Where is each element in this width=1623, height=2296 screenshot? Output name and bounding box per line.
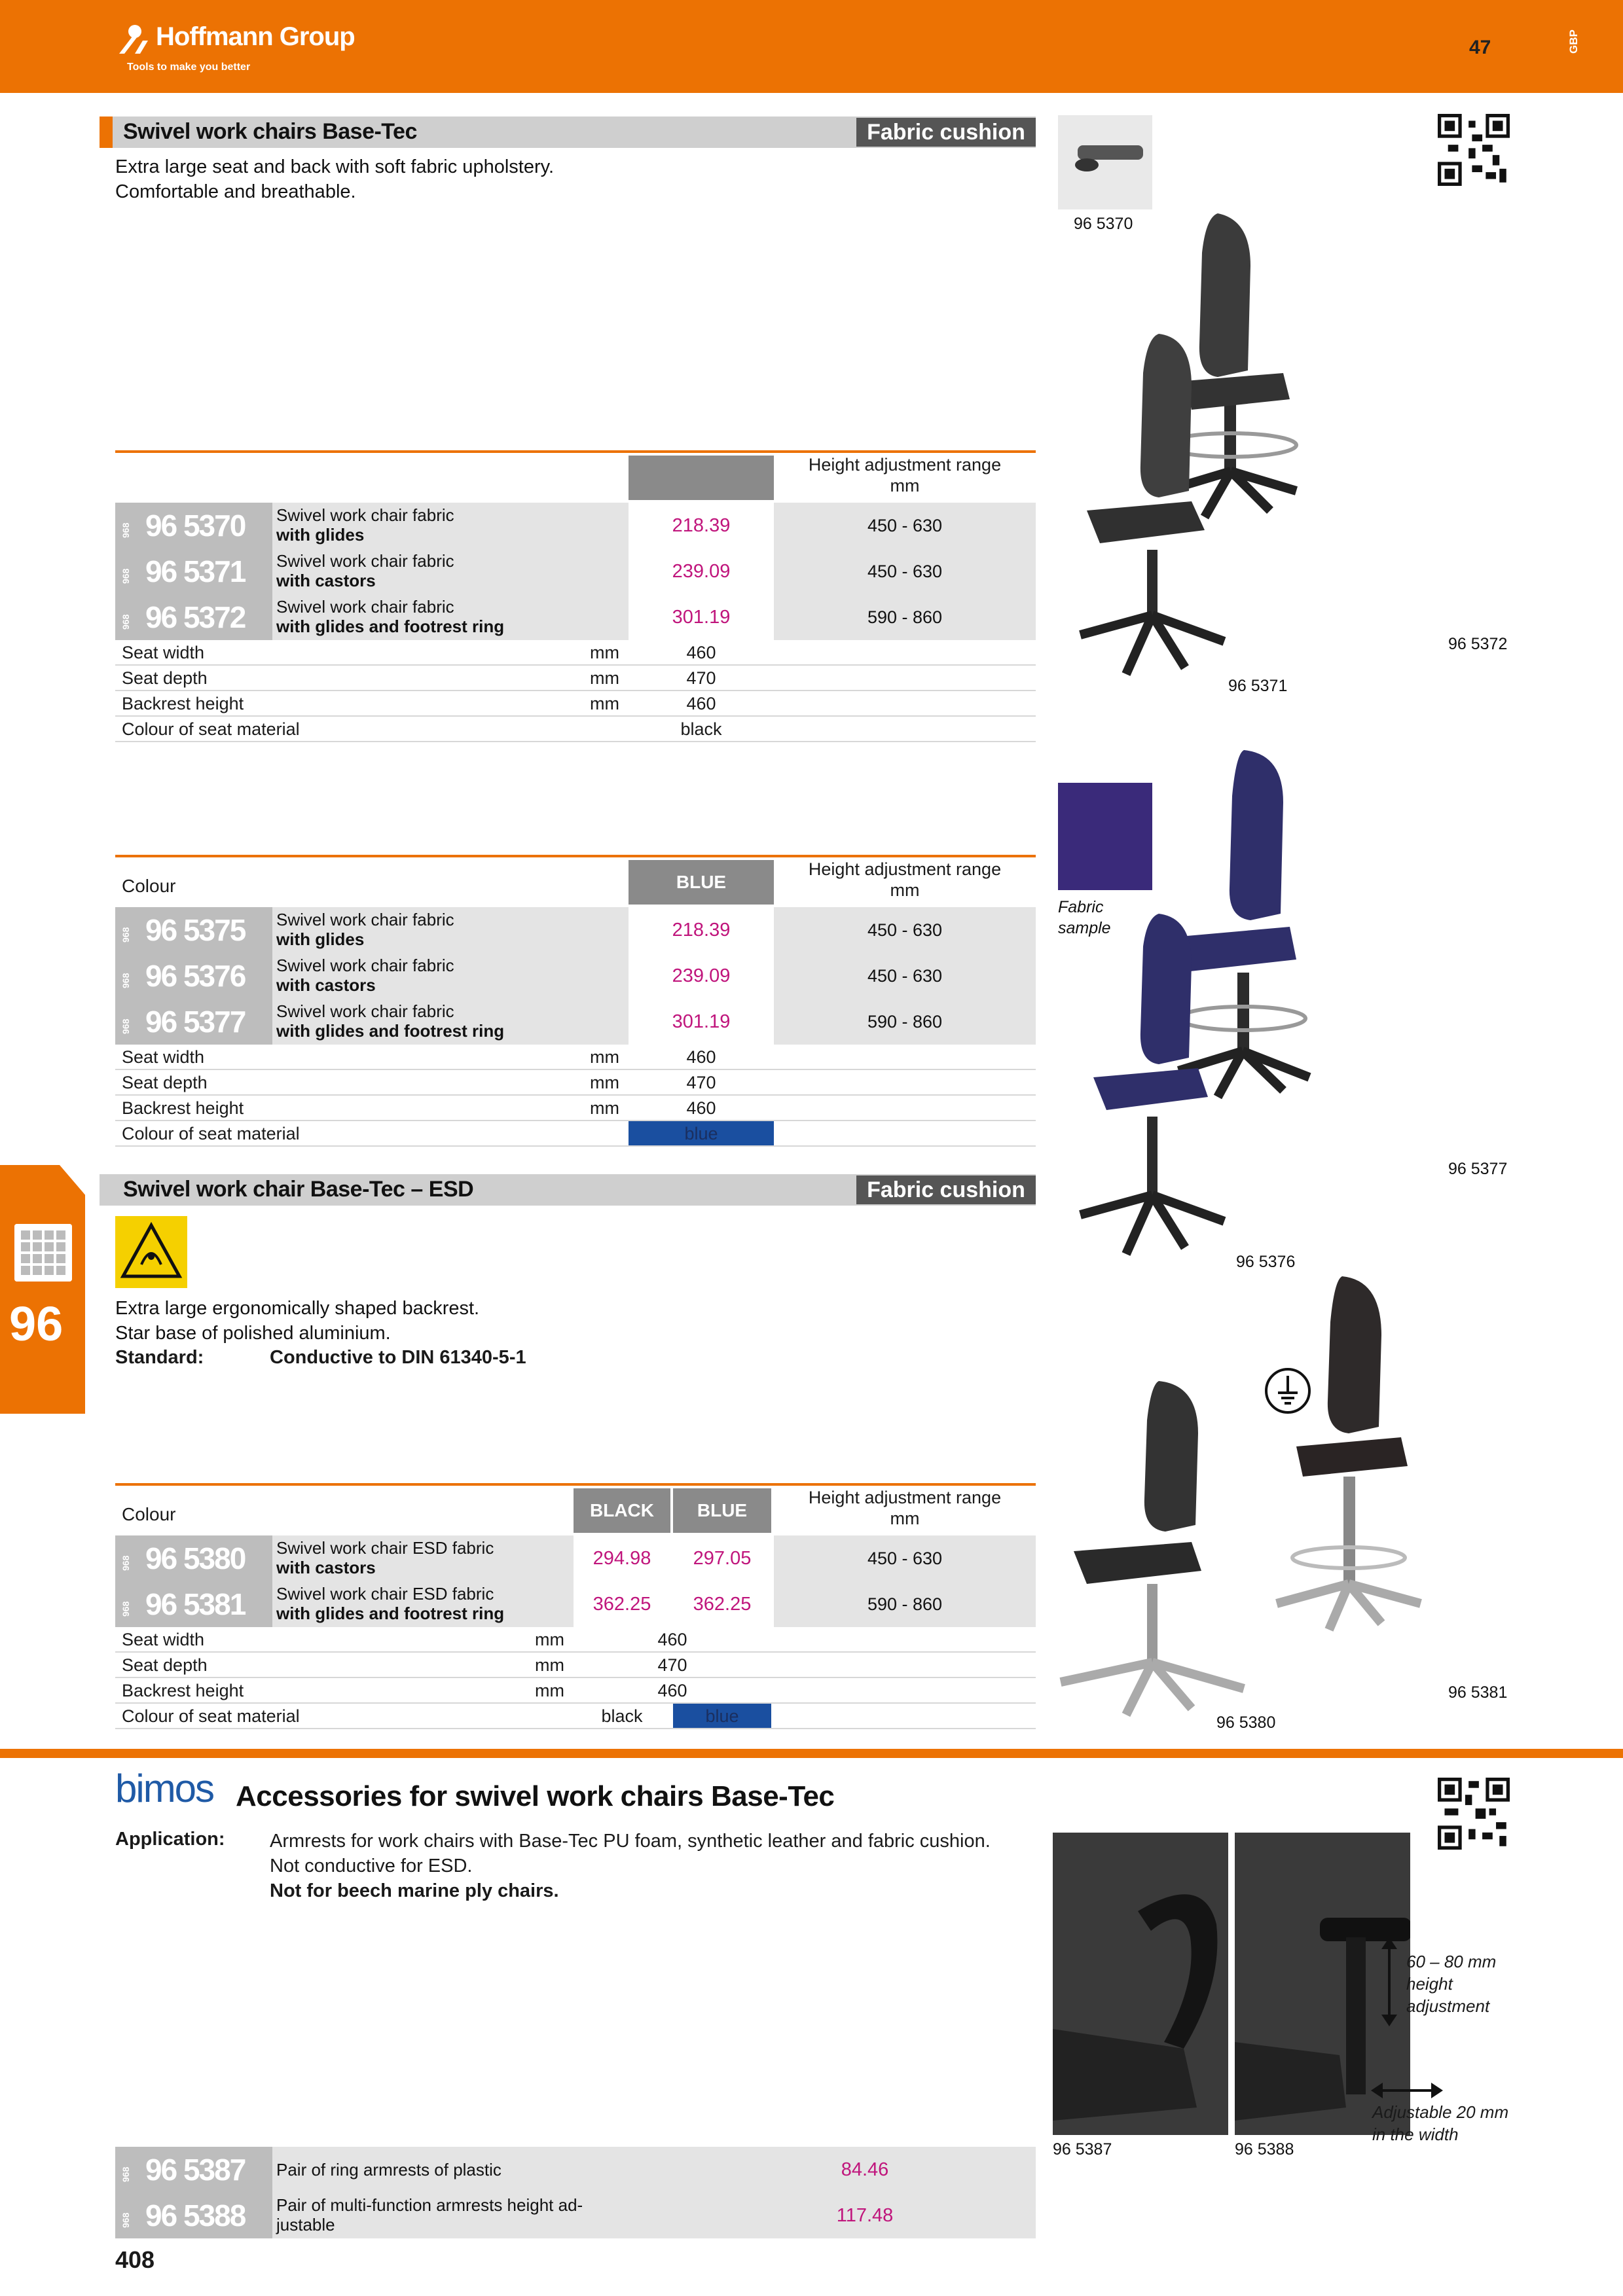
colour-label: Colour xyxy=(122,1504,176,1524)
spec-value: black xyxy=(680,719,722,739)
price: 239.09 xyxy=(629,548,774,594)
name-line: Swivel work chair fabric xyxy=(276,551,454,571)
name-variant: with glides and footrest ring xyxy=(276,1021,505,1041)
caption: 96 5387 xyxy=(1053,2140,1112,2159)
table-row[interactable] xyxy=(115,503,1036,548)
caption: 96 5381 xyxy=(1448,1683,1508,1702)
height-range: 450 - 630 xyxy=(774,548,1036,594)
page-number-bottom: 408 xyxy=(115,2246,155,2273)
name-line: Swivel work chair fabric xyxy=(276,597,454,617)
article-cell xyxy=(115,2147,272,2193)
spec-value: 470 xyxy=(686,668,716,688)
spec-label: Colour of seat material xyxy=(122,1706,300,1726)
article-number: 96 5381 xyxy=(145,1587,246,1621)
article-cell xyxy=(115,548,272,594)
name-line: Swivel work chair fabric xyxy=(276,505,454,525)
chair-black-images xyxy=(1074,209,1375,694)
spec-row xyxy=(115,1070,1036,1096)
spec-value: 460 xyxy=(686,1047,716,1067)
range-header xyxy=(774,454,1036,496)
application-line: Not conductive for ESD. xyxy=(270,1856,473,1876)
name-variant: with castors xyxy=(276,1558,376,1577)
spec-unit: mm xyxy=(590,1047,619,1067)
colour-chip-blue: BLUE xyxy=(673,1488,771,1533)
article-number: 96 5376 xyxy=(145,959,246,993)
section-divider xyxy=(0,1749,1623,1758)
table-row[interactable] xyxy=(115,1581,1036,1627)
spec-value: 470 xyxy=(657,1655,687,1675)
spec-row xyxy=(115,1704,1036,1729)
ring-armrest-image xyxy=(1053,1833,1228,2135)
product-name xyxy=(276,1001,630,1041)
spec-unit: mm xyxy=(590,1098,619,1118)
name-line: justable xyxy=(276,2215,335,2234)
article-number: 96 5372 xyxy=(145,600,246,634)
spec-unit: mm xyxy=(535,1655,564,1675)
width-note xyxy=(1372,2101,1508,2145)
range-header-text: Height adjustment range xyxy=(808,1488,1002,1507)
application-text xyxy=(270,1829,991,1903)
section-tag: Fabric cushion xyxy=(856,1175,1036,1204)
spec-row xyxy=(115,1627,1036,1653)
spec-value-black: black xyxy=(601,1706,643,1726)
article-number: 96 5371 xyxy=(145,554,246,588)
article-cell xyxy=(115,594,272,640)
article-number: 96 5387 xyxy=(145,2153,246,2187)
range-header-text: Height adjustment range xyxy=(808,455,1002,475)
price-blue: 297.05 xyxy=(673,1535,771,1581)
spec-row xyxy=(115,640,1036,666)
height-note-line: 60 – 80 mm xyxy=(1406,1952,1497,1971)
range-unit: mm xyxy=(890,880,920,900)
description-line: Comfortable and breathable. xyxy=(115,181,356,202)
spec-unit: mm xyxy=(590,694,619,713)
caption: 96 5380 xyxy=(1216,1713,1276,1732)
section-description xyxy=(115,154,554,204)
height-range: 450 - 630 xyxy=(774,907,1036,953)
spec-row xyxy=(115,1121,1036,1147)
table-row[interactable] xyxy=(115,1535,1036,1581)
price-blue: 362.25 xyxy=(673,1581,771,1627)
range-header xyxy=(774,859,1036,901)
caption: 96 5371 xyxy=(1228,677,1288,695)
spec-label: Seat depth xyxy=(122,1073,208,1092)
spec-row xyxy=(115,691,1036,717)
width-note-line: Adjustable 20 mm xyxy=(1372,2102,1509,2122)
height-range: 450 - 630 xyxy=(774,1535,1036,1581)
height-arrow-icon xyxy=(1380,1937,1398,2026)
article-number: 96 5375 xyxy=(145,913,246,947)
chapter-number: 96 xyxy=(9,1297,64,1351)
chapter-grid-icon xyxy=(14,1224,72,1282)
article-number: 96 5377 xyxy=(145,1005,246,1039)
spec-row xyxy=(115,1096,1036,1121)
article-prefix: 968 xyxy=(120,2212,131,2228)
caption: 96 5372 xyxy=(1448,635,1508,653)
spec-unit: mm xyxy=(535,1630,564,1649)
article-prefix: 968 xyxy=(120,1601,131,1617)
product-name xyxy=(276,2195,630,2234)
height-range: 590 - 860 xyxy=(774,999,1036,1045)
ring-armrest-icon xyxy=(1053,1833,1228,2135)
spec-label: Seat width xyxy=(122,643,205,662)
height-range: 590 - 860 xyxy=(774,594,1036,640)
colour-label: Colour xyxy=(122,876,176,896)
product-name xyxy=(276,505,630,545)
caption: 96 5388 xyxy=(1235,2140,1294,2159)
price: 218.39 xyxy=(629,907,774,953)
spec-unit: mm xyxy=(590,1073,619,1092)
article-cell xyxy=(115,1581,272,1627)
application-line-bold: Not for beech marine ply chairs. xyxy=(270,1880,559,1901)
application-label: Application: xyxy=(115,1829,225,1850)
table-row[interactable] xyxy=(115,2147,1036,2193)
name-line: Swivel work chair fabric xyxy=(276,956,454,975)
name-variant: with glides xyxy=(276,929,365,949)
height-note xyxy=(1406,1950,1496,2017)
article-number: 96 5388 xyxy=(145,2198,246,2233)
esd-warning-icon xyxy=(115,1216,187,1288)
name-line: Pair of ring armrests of plastic xyxy=(276,2160,501,2179)
section-tag: Fabric cushion xyxy=(856,118,1036,147)
spec-label: Backrest height xyxy=(122,1681,244,1700)
article-number: 96 5370 xyxy=(145,509,246,543)
spec-row xyxy=(115,666,1036,691)
product-name xyxy=(276,597,630,636)
article-prefix: 968 xyxy=(120,2166,131,2182)
price: 117.48 xyxy=(694,2193,1036,2238)
spec-unit: mm xyxy=(590,643,619,662)
article-prefix: 968 xyxy=(120,1555,131,1571)
spec-row xyxy=(115,717,1036,742)
page-number-top: 47 xyxy=(1469,37,1491,58)
spec-label: Backrest height xyxy=(122,1098,244,1118)
spec-label: Seat width xyxy=(122,1630,205,1649)
article-cell xyxy=(115,2193,272,2238)
section-header-esd xyxy=(100,1174,1036,1206)
range-header xyxy=(774,1487,1036,1529)
name-variant: with glides xyxy=(276,525,365,545)
height-range: 590 - 860 xyxy=(774,1581,1036,1627)
article-prefix: 968 xyxy=(120,568,131,584)
spec-row xyxy=(115,1045,1036,1070)
article-prefix: 968 xyxy=(120,614,131,630)
spec-label: Seat depth xyxy=(122,1655,208,1675)
section-accent xyxy=(100,117,113,148)
price: 218.39 xyxy=(629,503,774,548)
article-number: 96 5380 xyxy=(145,1541,246,1575)
hoffmann-logo-icon xyxy=(115,17,155,56)
chair-esd-images xyxy=(1054,1270,1473,1721)
product-name xyxy=(276,910,630,949)
caption: 96 5370 xyxy=(1074,215,1133,233)
product-name xyxy=(276,551,630,590)
section-accent xyxy=(100,1174,113,1206)
product-table-blue xyxy=(115,855,1036,1147)
width-arrow-icon xyxy=(1371,2081,1443,2100)
name-line: Pair of multi-function armrests height ad- xyxy=(276,2195,583,2215)
width-note-line: in the width xyxy=(1372,2125,1459,2144)
caption: 96 5377 xyxy=(1448,1160,1508,1178)
bimos-logo: bimos xyxy=(115,1767,214,1810)
fabric-sample-line: Fabric xyxy=(1058,898,1104,916)
section-title: Swivel work chairs Base-Tec xyxy=(123,119,417,144)
caption: 96 5376 xyxy=(1236,1253,1296,1271)
name-variant: with glides and footrest ring xyxy=(276,1604,505,1623)
article-cell xyxy=(115,953,272,999)
spec-value: 460 xyxy=(686,694,716,713)
table-row[interactable] xyxy=(115,594,1036,640)
spec-value: 470 xyxy=(686,1073,716,1092)
spec-value: 460 xyxy=(686,643,716,662)
glide-image xyxy=(1058,115,1152,209)
name-variant: with castors xyxy=(276,571,376,590)
range-header-text: Height adjustment range xyxy=(808,859,1002,879)
spec-value: 460 xyxy=(657,1630,687,1649)
product-table-esd xyxy=(115,1483,1036,1729)
article-prefix: 968 xyxy=(120,973,131,988)
name-line: Swivel work chair ESD fabric xyxy=(276,1538,494,1558)
product-name xyxy=(276,2160,630,2179)
article-cell xyxy=(115,907,272,953)
product-name xyxy=(276,956,630,995)
article-cell xyxy=(115,1535,272,1581)
spec-unit: mm xyxy=(590,668,619,688)
spec-value-blue: blue xyxy=(705,1706,739,1726)
article-cell xyxy=(115,503,272,548)
height-range: 450 - 630 xyxy=(774,953,1036,999)
fabric-sample-line: sample xyxy=(1058,919,1111,937)
colour-chip-black xyxy=(629,456,774,500)
name-line: Swivel work chair fabric xyxy=(276,910,454,929)
brand-name: Hoffmann Group xyxy=(156,22,355,51)
accessories-title: Accessories for swivel work chairs Base-Tec xyxy=(236,1780,835,1812)
description-line: Extra large ergonomically shaped backrest. xyxy=(115,1298,480,1319)
chapter-tab xyxy=(0,1165,85,1414)
standard-value: Conductive to DIN 61340-5-1 xyxy=(270,1347,526,1368)
qr-code-icon xyxy=(1438,1778,1510,1850)
article-prefix: 968 xyxy=(120,927,131,942)
table-header xyxy=(115,453,1036,503)
section-title: Swivel work chair Base-Tec – ESD xyxy=(123,1177,474,1202)
spec-row xyxy=(115,1653,1036,1678)
range-unit: mm xyxy=(890,476,920,495)
spec-value: blue xyxy=(684,1124,718,1143)
glide-icon xyxy=(1058,115,1152,209)
table-row[interactable] xyxy=(115,548,1036,594)
qr-code-icon xyxy=(1438,114,1510,186)
product-table-accessories xyxy=(115,2147,1036,2238)
spec-label: Seat depth xyxy=(122,668,208,688)
range-unit: mm xyxy=(890,1509,920,1528)
brand-tagline: Tools to make you better xyxy=(127,62,251,73)
spec-row xyxy=(115,1678,1036,1704)
height-range: 450 - 630 xyxy=(774,503,1036,548)
table-row[interactable] xyxy=(115,999,1036,1045)
price: 239.09 xyxy=(629,953,774,999)
name-line: Swivel work chair fabric xyxy=(276,1001,454,1021)
price-black: 362.25 xyxy=(574,1581,670,1627)
article-prefix: 968 xyxy=(120,1018,131,1034)
standard-label: Standard: xyxy=(115,1347,204,1368)
price-black: 294.98 xyxy=(574,1535,670,1581)
article-prefix: 968 xyxy=(120,522,131,538)
height-note-line: adjustment xyxy=(1406,1996,1490,2016)
price: 301.19 xyxy=(629,594,774,640)
currency-label: GBP xyxy=(1567,29,1580,54)
price: 84.46 xyxy=(694,2147,1036,2193)
chair-blue-images xyxy=(1074,744,1375,1267)
name-variant: with castors xyxy=(276,975,376,995)
section-description xyxy=(115,1296,479,1346)
spec-label: Colour of seat material xyxy=(122,1124,300,1143)
name-line: Swivel work chair ESD fabric xyxy=(276,1584,494,1604)
section-header-base-tec xyxy=(100,117,1036,148)
table-header xyxy=(115,1486,1036,1535)
table-header xyxy=(115,857,1036,907)
spec-unit: mm xyxy=(535,1681,564,1700)
table-row[interactable] xyxy=(115,953,1036,999)
spec-label: Backrest height xyxy=(122,694,244,713)
name-variant: with glides and footrest ring xyxy=(276,617,505,636)
spec-label: Colour of seat material xyxy=(122,719,300,739)
spec-value: 460 xyxy=(686,1098,716,1118)
table-row[interactable] xyxy=(115,2193,1036,2238)
colour-chip-black: BLACK xyxy=(574,1488,670,1533)
article-cell xyxy=(115,999,272,1045)
colour-chip-blue: BLUE xyxy=(629,860,774,905)
spec-label: Seat width xyxy=(122,1047,205,1067)
product-table-black xyxy=(115,450,1036,742)
price: 301.19 xyxy=(629,999,774,1045)
spec-value: 460 xyxy=(657,1681,687,1700)
height-note-line: height xyxy=(1406,1974,1453,1994)
application-line: Armrests for work chairs with Base-Tec PU foam, synthetic leather and fabric cushion. xyxy=(270,1831,991,1852)
table-row[interactable] xyxy=(115,907,1036,953)
description-line: Star base of polished aluminium. xyxy=(115,1323,391,1344)
description-line: Extra large seat and back with soft fabric upholstery. xyxy=(115,156,555,177)
